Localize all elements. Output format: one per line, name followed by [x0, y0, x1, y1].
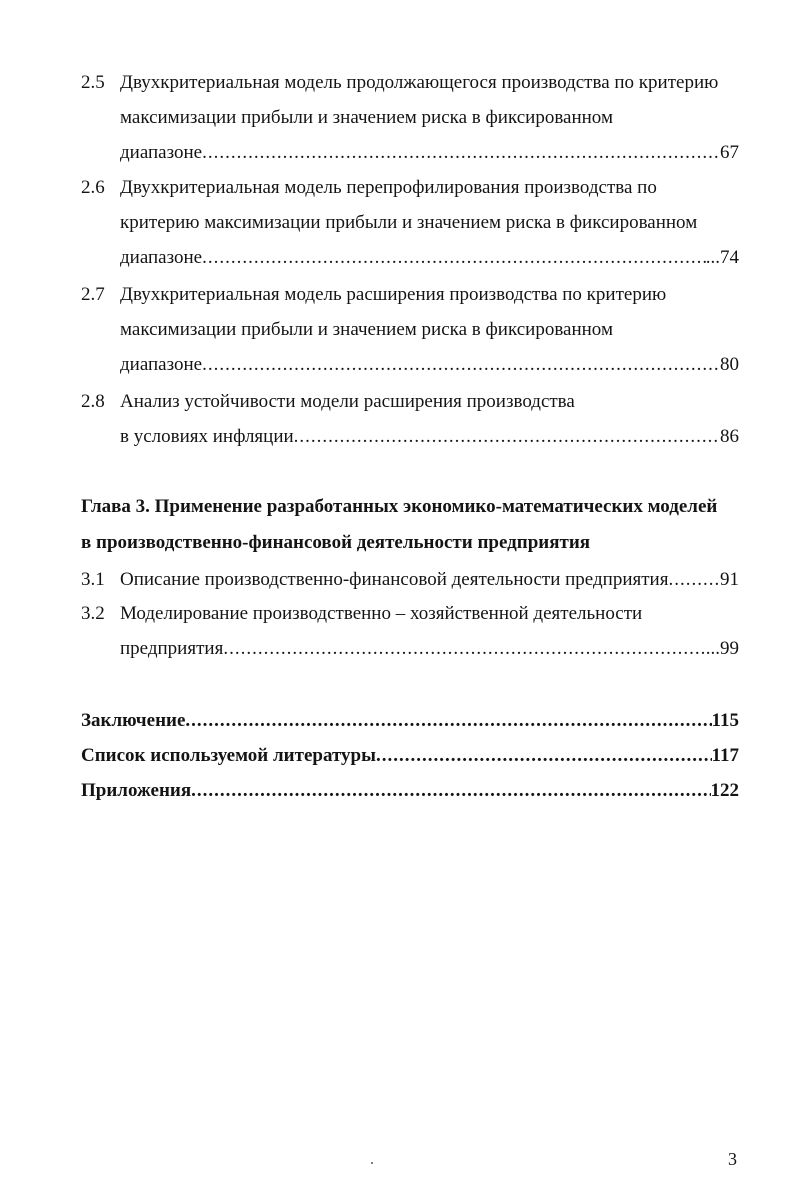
dot-leader: [191, 776, 710, 806]
toc-leader-line: [120, 243, 739, 273]
section-number: 2.7: [81, 284, 105, 305]
toc-entry-2-5[interactable]: [0, 68, 795, 98]
dot-leader: [202, 350, 720, 380]
toc-entry-3-2[interactable]: [0, 599, 795, 629]
section-title-line: диапазоне: [120, 142, 203, 163]
section-number: 3.1: [81, 569, 105, 590]
toc-leader-line: [120, 422, 739, 452]
section-title-line: критерию максимизации прибыли и значением риска в фиксированном: [120, 212, 698, 233]
page-ref: 122: [710, 780, 739, 801]
section-number: 2.8: [81, 391, 105, 412]
page-ref: 67: [720, 142, 739, 163]
section-title-line: Описание производственно-финансовой деятельности предприятия: [120, 569, 669, 590]
section-title-line: диапазоне: [120, 247, 203, 268]
toc-entry-conclusion[interactable]: [81, 706, 739, 736]
section-title-line: Двухкритериальная модель продолжающегося производства по критерию: [120, 72, 719, 93]
page-ref: 86: [720, 426, 739, 447]
dot-leader: [202, 243, 706, 273]
section-title-line: максимизации прибыли и значением риска в фиксированном: [120, 107, 613, 128]
section-number: 2.5: [81, 72, 105, 93]
scan-speck: [371, 1162, 373, 1164]
section-number: 2.6: [81, 177, 105, 198]
toc-leader-line: [120, 138, 739, 168]
section-title-line: предприятия: [120, 638, 224, 659]
toc-leader-line: [120, 565, 739, 595]
page-number: 3: [728, 1149, 737, 1169]
section-title-line: Анализ устойчивости модели расширения производства: [120, 391, 575, 412]
section-title-line: Двухкритериальная модель перепрофилирования производства по: [120, 177, 657, 198]
dot-leader: [223, 634, 705, 664]
chapter-heading[interactable]: Глава 3. Применение разработанных экономико-математических моделей: [81, 496, 718, 517]
toc-leader-line: [120, 634, 739, 664]
dot-leader: [294, 422, 720, 452]
section-title-line: максимизации прибыли и значением риска в фиксированном: [120, 319, 613, 340]
toc-entry-appendices[interactable]: [81, 776, 739, 806]
page-ref: 117: [711, 745, 739, 766]
page-ref: 80: [720, 354, 739, 375]
toc-entry-2-6[interactable]: [0, 173, 795, 203]
dot-leader: [202, 138, 720, 168]
section-title-line: Двухкритериальная модель расширения производства по критерию: [120, 284, 667, 305]
section-title-line: диапазоне: [120, 354, 203, 375]
page-ref: 91: [720, 569, 739, 590]
entry-label: Список используемой литературы: [81, 745, 376, 766]
toc-entry-2-8[interactable]: [0, 387, 795, 417]
toc-entry-2-7[interactable]: [0, 280, 795, 310]
section-title-line: Моделирование производственно – хозяйственной деятельности: [120, 603, 643, 624]
entry-label: Приложения: [81, 780, 192, 801]
entry-label: Заключение: [81, 710, 186, 731]
toc-leader-line: [120, 350, 739, 380]
dot-leader: [185, 706, 711, 736]
dot-leader: [376, 741, 712, 771]
toc-entry-3-1[interactable]: [0, 565, 795, 595]
section-number: 3.2: [81, 603, 105, 624]
section-title-line: в условиях инфляции: [120, 426, 294, 447]
page-ref: 115: [711, 710, 739, 731]
chapter-heading-continued: в производственно-финансовой деятельности предприятия: [81, 532, 591, 553]
toc-entry-references[interactable]: [81, 741, 739, 771]
page-ref: ...99: [705, 638, 739, 659]
page-ref: ...74: [705, 247, 739, 268]
dot-leader: [668, 565, 720, 595]
